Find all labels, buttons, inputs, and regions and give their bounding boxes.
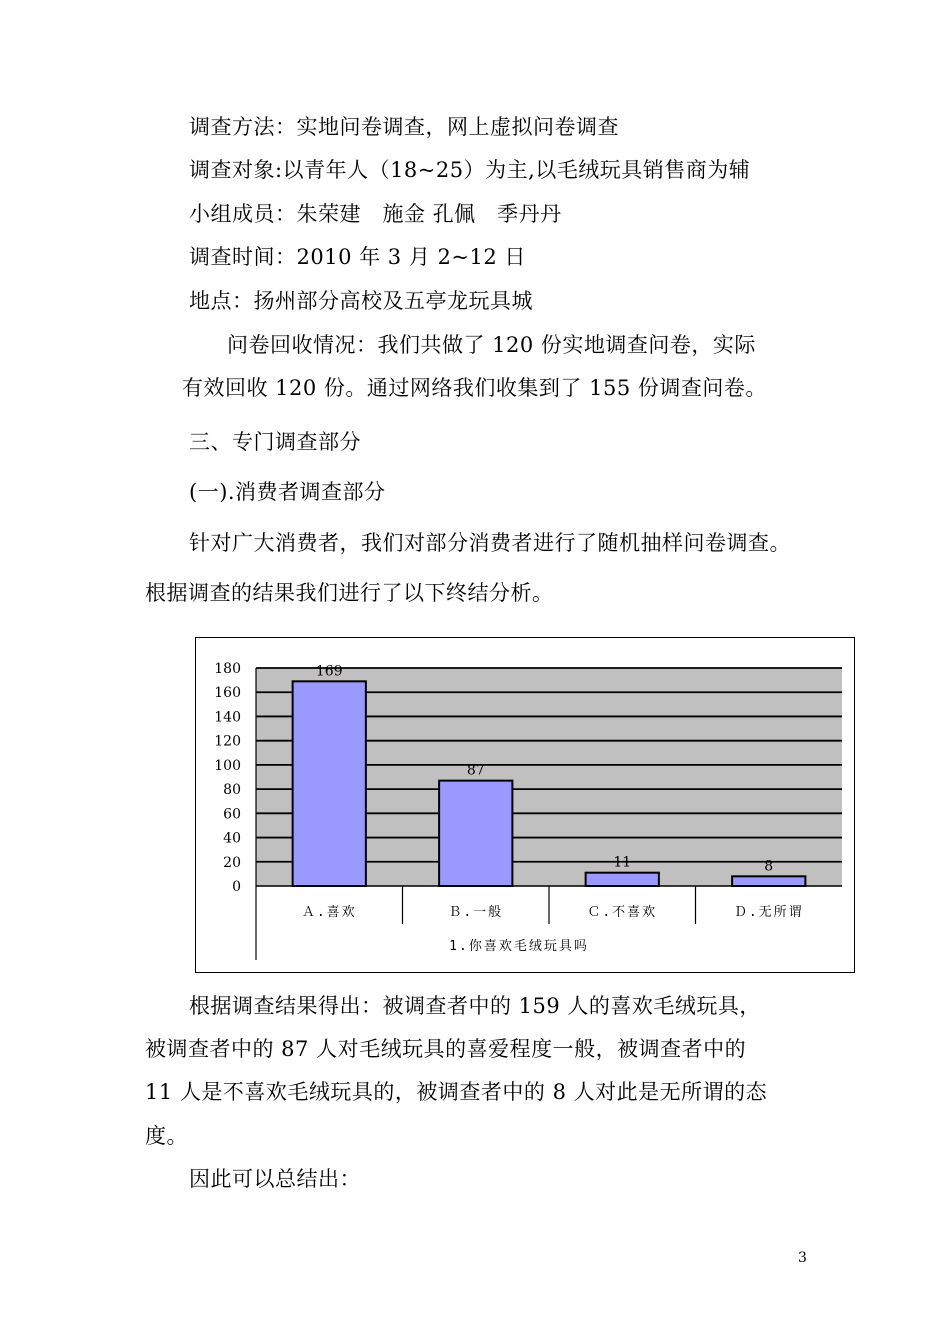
y-tick-label: 20 (223, 854, 241, 871)
intro-line-2: 根据调查的结果我们进行了以下终结分析。 (145, 581, 554, 605)
subject-line: 调查对象:以青年人（18~25）为主,以毛绒玩具销售商为辅 (189, 158, 751, 182)
bar (732, 876, 805, 886)
y-tick-label: 160 (214, 685, 241, 702)
section-heading: 三、专门调查部分 (189, 430, 361, 454)
data-label: 8 (764, 858, 774, 875)
y-tick-label: 180 (214, 661, 241, 677)
result-line-4: 度。 (145, 1124, 188, 1148)
recovery-line-2: 有效回收 120 份。通过网络我们收集到了 155 份调查问卷。 (182, 376, 767, 400)
data-label: 87 (466, 762, 485, 779)
data-label: 11 (613, 854, 632, 871)
result-line-2: 被调查者中的 87 人对毛绒玩具的喜爱程度一般，被调查者中的 (145, 1037, 747, 1061)
y-tick-label: 40 (223, 830, 241, 847)
data-label: 169 (315, 663, 343, 680)
y-tick-label: 120 (214, 733, 241, 750)
method-line: 调查方法：实地问卷调查，网上虚拟问卷调查 (189, 115, 619, 139)
group-label: 1.你喜欢毛绒玩具吗 (449, 939, 589, 954)
y-tick-label: 100 (214, 757, 241, 774)
chart-frame (195, 637, 855, 973)
bar-chart (196, 638, 854, 972)
bar (439, 781, 512, 886)
bar (293, 681, 366, 886)
result-line-1: 根据调查结果得出：被调查者中的 159 人的喜欢毛绒玩具， (189, 994, 761, 1018)
location-line: 地点：扬州部分高校及五亭龙玩具城 (189, 289, 533, 313)
members-line: 小组成员：朱荣建 施金 孔佩 季丹丹 (189, 202, 562, 226)
intro-line-1: 针对广大消费者，我们对部分消费者进行了随机抽样问卷调查。 (189, 531, 791, 555)
page-number: 3 (798, 1250, 807, 1266)
time-line: 调查时间：2010 年 3 月 2~12 日 (189, 245, 526, 269)
y-tick-label: 140 (214, 709, 241, 726)
y-tick-label: 80 (223, 782, 241, 799)
y-tick-label: 0 (232, 879, 241, 895)
conclusion-line: 因此可以总结出： (189, 1167, 361, 1191)
bar (586, 873, 659, 886)
category-label: Ｂ.一般 (448, 905, 504, 920)
category-label: Ａ.喜欢 (301, 905, 357, 920)
category-label: Ｃ.不喜欢 (587, 905, 658, 920)
y-tick-label: 60 (223, 806, 241, 823)
subsection-heading: (一).消费者调查部分 (189, 480, 386, 504)
category-label: Ｄ.无所谓 (733, 905, 804, 920)
result-line-3: 11 人是不喜欢毛绒玩具的，被调查者中的 8 人对此是无所谓的态 (145, 1080, 768, 1104)
recovery-line-1: 问卷回收情况：我们共做了 120 份实地调查问卷，实际 (227, 333, 756, 357)
